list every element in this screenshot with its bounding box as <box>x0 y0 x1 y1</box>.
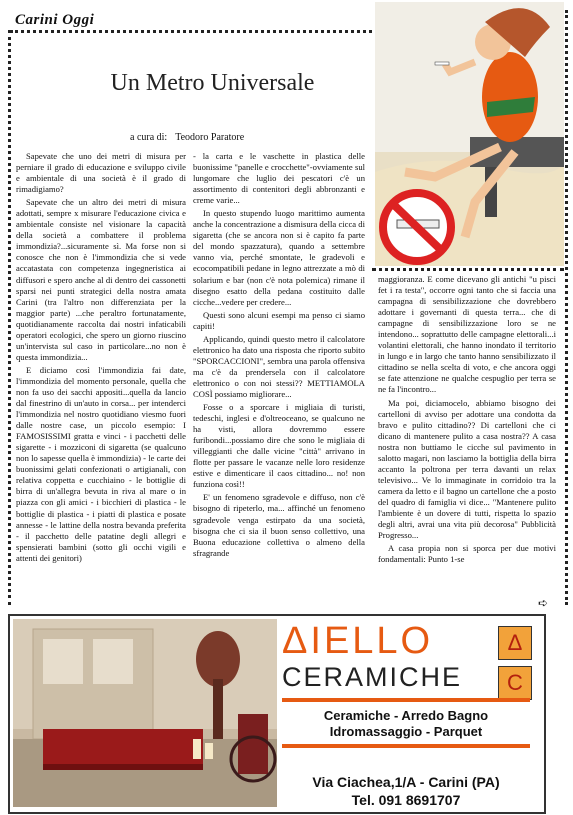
ad-phone[interactable]: Tel. 091 8691707 <box>351 792 461 808</box>
article-column-3 <box>378 274 556 606</box>
paragraph: In questo stupendo luogo marittimo aumenta anche la concentrazione a dismisura della cicca di sigaretta (che se ancora non si è capito fa parte del mondo spazzatura), quando a settembre vanno via, perché smontate, le gradevoli e ecocompatibili pedane in legno attrezzate a mò di solarium e bar (non c'è nota polemica) rimane il disegno esatto della pedana costituito dalle cicche...vedere per credere... <box>193 208 365 307</box>
continue-arrow-icon[interactable]: ➪ <box>538 596 549 610</box>
paragraph: Applicando, quindi questo metro il calcolatore elettronico ha dato una risposta che riporto subito "SPORCACCIONI", sembra una parola offensiva ma c'è da prendersela con il calcolatore elettronico o con noi stessi?? METTIAMOLA COSÌ possiamo migliorare... <box>193 333 365 399</box>
brand-subtitle: CERAMICHE <box>282 662 463 692</box>
logo-delta-icon: Δ <box>498 626 532 660</box>
article-column-1 <box>16 151 186 606</box>
paragraph: E' un fenomeno sgradevole e diffuso, non c'è bisogno di ripeterlo, ma... affinché un fenomeno sgradevole venga estirpato da una società, bisogna che ci sia il buon senso collettivo, una Buona educazione collettiva o almeno della sfragrande <box>193 492 365 558</box>
paragraph: maggioranza. E come dicevano gli antichi "u pisci fet i ra testa", occorre ogni tanto che si faccia una campagna di sensibilizzazione che dovrebbero adottare i governanti di questa terra... che di campagne di sensibilizzazione loro se ne intendono... soprattutto delle campagne elettorali...i volantini elettorali, che hanno inondato il territorio in lungo e in largo che tanto hanno sensibilizzato il cittadino se nella scelta di voto, e che ancora oggi se fate attenzione ne qualche cespuglio per terra se ne fa l'incontro... <box>378 274 556 395</box>
paragraph: E diciamo così l'immondizia fai date, l'immondizia del momento personale, quella che non fa uso dei sacchi appositi...quella da lancio dal finestrino di un'auto in corsa... per intenderci l'immondizia nel nostro quotidiano viesmo fuori dalle nostre case, un piccolo esempio: I FAMOSISSIMI gratta e vinci - i pacchetti delle sigarette - i mozziconi di sigaretta (se qualcuno non lo sapesse quella è immondizia) - le carte dei buonissimi gelati confezionati o artigianali, con relativa coppetta e cucchiaino - le bottiglie di birra di un'allegra bevuta in riva al mare o in piazza con gli amici - i bicchieri di plastica - le bottiglie di plastica - i piatti di plastica e posate annesse - le lattine della nostra bevanda preferita - il pacchetto delle patatine degli allegri e spensierati bambini (sotto gli occhi vigili e attenti dei genitori) <box>16 364 186 563</box>
right-border <box>565 10 568 605</box>
ad-address: Via Ciachea,1/A - Carini (PA) <box>312 774 500 790</box>
ad-services-line-2: Idromassaggio - Parquet <box>329 724 483 739</box>
paragraph: Ma poi, diciamocelo, abbiamo bisogno dei cartelloni di avviso per adottare una condotta da bravo e pulito cittadino?? Di cartelloni che ci dicano di mantenere pulito a casa nostra?? A casa nostra non buttiamo le cicche sul pavimento in salotto magari, non lasciamo la bottiglia della birra accanto la poltrona per terra davanti un relax televisivo... Ve lo immaginate in corridoio tra la camera da letto e il bagno un cartellone che a posto del quadro di famiglia vi dice... "Mantenere pulito l'ambiente è un dovere di tutti, rispetta lo spazio degli altri, avrai una vita più decorosa" Pubblicità Progresso... <box>378 397 556 541</box>
bathroom-photo <box>13 619 277 807</box>
byline <box>130 132 244 143</box>
masthead: Carini Oggi <box>15 12 95 28</box>
article-column-2 <box>193 151 365 606</box>
byline-prefix: a cura di: <box>130 132 168 143</box>
paragraph: Sapevate che un altro dei metri di misura adottati, sempre x misurare l'educazione civica e ambientale consiste nel visionare la capacità della società a combattere il problema immondizia?...sicuramente sì. Ma forse non si conosce che non è l'immondizia che si vede accatastata con competenza ingegneristica ai diffusori e spero anche al di dentro dei cassonetti sparsi nei punti strategici della nostra amata Carini (tra l'altro non differenziata per la maggior parte) ...che peraltro fortunatamente, quotidianamente raccolta dai nostri infaticabili operatori ecologici, che spero un giorno riuscino un'intervista sul caso in particolare...no non è questa immondizia... <box>16 197 186 362</box>
paragraph: Fosse o a sporcare i migliaia di turisti, tedeschi, inglesi e d'oltreoceano, se qualcuno ne ha visti, allora dovremmo essere furibondi...possiamo dire che sono le migliaia di villeggianti che dalle vicine "città" arrivano in flotte per passare le vacanze nelle loro residenze estive e dimenticare il caos cittadino... no! non funziona così!! <box>193 402 365 490</box>
illustration <box>375 2 564 266</box>
ad-services-line-1: Ceramiche - Arredo Bagno <box>323 708 489 723</box>
accent-bar <box>282 744 530 748</box>
author: Teodoro Paratore <box>175 132 245 143</box>
paragraph: Questi sono alcuni esempi ma penso ci siamo capiti! <box>193 309 365 331</box>
article-title: Un Metro Universale <box>110 70 315 96</box>
brand-logo <box>498 626 532 700</box>
header-divider <box>10 30 372 33</box>
paragraph: A casa propia non si sporca per due motivi fondamentali: Punto 1-se <box>378 543 556 565</box>
accent-bar <box>282 698 530 702</box>
brand-name: ΔIELLO <box>282 620 434 662</box>
paragraph: Sapevate che uno dei metri di misura per perniare il grado di educazione e sviluppo civile e ambientale di una società è il grado di rimadigiamo? <box>16 151 186 195</box>
logo-c-icon: C <box>498 666 532 700</box>
left-border <box>8 30 11 605</box>
advertisement[interactable] <box>8 614 546 814</box>
paragraph: - la carta e le vaschette in plastica delle buonissime "panelle e crocchette"-ovviamente sul lungomare che luglio dei pescatori c'è un assortimento di contenitori degli abbronzanti e creme varie... <box>193 151 365 206</box>
illustration-divider <box>372 268 564 271</box>
